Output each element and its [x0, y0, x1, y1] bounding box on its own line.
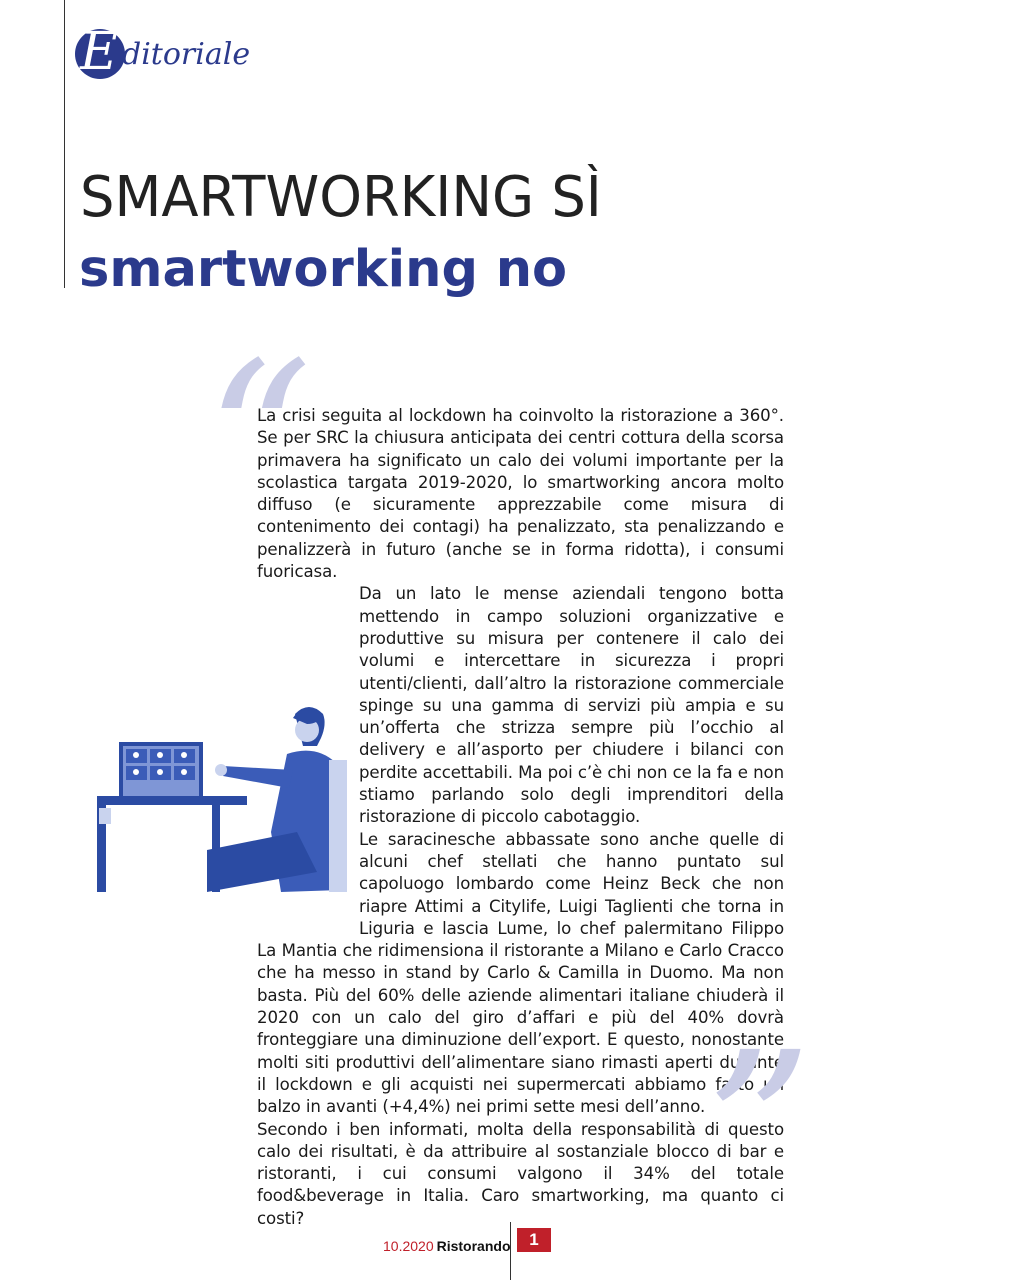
video-call-illustration: [97, 700, 347, 892]
article-paragraph-4: Secondo i ben informati, molta della responsabilità di questo calo dei risultati, è da attribuire al sostanziale blocco di bar e ristoranti, i cui consumi valgono il 34% del totale food&beverage in Italia. Caro smartworking, ma quanto ci costi?: [257, 1119, 784, 1228]
article-paragraph-1: La crisi seguita al lockdown ha coinvolto la ristorazione a 360°. Se per SRC la chiusura anticipata dei centri cottura della scorsa primavera ha significato un calo dei volumi importante per la scolastica targata 2019-2020, lo smartworking ancora molto diffuso (e sicuramente apprezzabile come misura di contenimento dei contagi) ha penalizzato, sta penalizzando e penalizzerà in futuro (anche se in forma ridotta), i consumi fuoricasa.: [257, 406, 784, 582]
headline-line-2: smartworking no: [79, 240, 568, 299]
issue-date: 10.2020: [383, 1238, 434, 1254]
magazine-brand: Ristorando: [436, 1238, 511, 1254]
headline-line-1: SMARTWORKING SÌ: [80, 165, 602, 230]
close-quote-mark: ”: [705, 1007, 813, 1252]
page-number: 1: [517, 1228, 551, 1252]
article-paragraph-3: Le saracinesche abbassate sono anche quelle di alcuni chef stellati che hanno puntato sul capoluogo lombardo come Heinz Beck che non riapre Attimi a Citylife, Luigi Taglienti che torna in Liguria e lascia Lume, lo chef palermitano Filippo La Mantia che ridimensiona il ristorante a Milano e Carlo Cracco che ha messo in stand by Carlo & Camilla in Duomo. Ma non basta. Più del 60% delle aziende alimentari italiane chiuderà il 2020 con un calo del giro d’affari e più del 40% dovrà fronteggiare una diminuzione dell’export. E questo, nonostante molti siti produttivi dell’alimentare siano rimasti aperti durante il lockdown e gli acquisti nei supermercati abbiamo fatto un balzo in avanti (+4,4%) nei primi sette mesi dell’anno.: [257, 829, 784, 1117]
open-quote-mark: “: [205, 317, 313, 562]
page-footer: [383, 1238, 511, 1254]
footer-divider: [510, 1222, 511, 1280]
article-paragraph-2-text: Da un lato le mense aziendali tengono botta mettendo in campo soluzioni organizzative e produttive su misura per contenere il calo dei volumi e intercettare in sicurezza i propri utenti/clienti, dall’altro la ristorazione commerciale spinge su una gamma di servizi più ampia e su un’offerta che strizza sempre più l’occhio al delivery e all’asporto per chiudere i bilanci con perdite accettabili. Ma poi c’è chi non ce la fa e non stiamo parlando solo degli imprenditori della ristorazione di piccolo cabotaggio.: [359, 584, 784, 827]
left-rule: [64, 0, 65, 288]
section-label: ditoriale: [122, 37, 251, 72]
section-initial: E: [80, 22, 118, 82]
